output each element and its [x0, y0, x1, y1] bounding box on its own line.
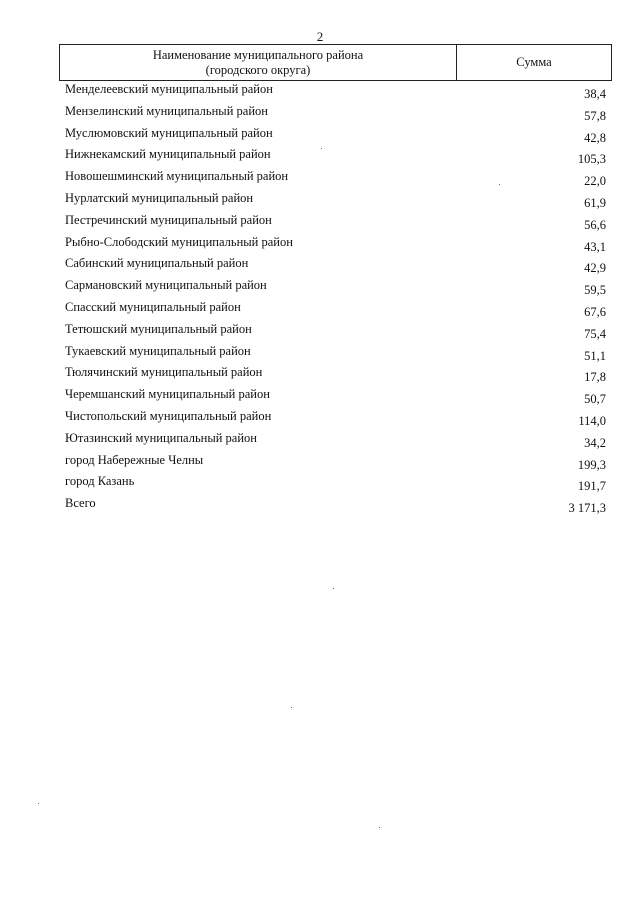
total-sum: 3 171,3	[568, 501, 606, 516]
page-number: 2	[316, 29, 324, 44]
column-header-name	[60, 45, 457, 80]
district-name: Нижнекамский муниципальный район	[65, 147, 271, 162]
column-header-name-line1: Наименование муниципального района	[152, 48, 364, 62]
district-sum: 34,2	[584, 435, 606, 450]
table-row	[65, 409, 606, 431]
column-header-sum: Сумма	[516, 55, 552, 69]
district-sum: 105,3	[577, 152, 606, 167]
district-sum: 22,0	[584, 174, 606, 189]
district-name: Спасский муниципальный район	[65, 299, 241, 314]
table-row	[65, 169, 606, 191]
table-row	[65, 191, 606, 213]
district-name: Мензелинский муниципальный район	[65, 103, 268, 118]
district-name: Рыбно-Слободский муниципальный район	[65, 234, 293, 249]
table-row	[65, 213, 606, 235]
city-name: город Набережные Челны	[65, 452, 204, 467]
table-row	[65, 431, 606, 453]
table-row	[65, 322, 606, 344]
city-name: город Казань	[65, 474, 135, 489]
district-name: Ютазинский муниципальный район	[65, 430, 257, 445]
district-sum: 114,0	[578, 413, 606, 428]
table-row	[65, 453, 606, 475]
scan-speck	[499, 184, 500, 185]
district-sum: 59,5	[584, 283, 606, 298]
district-name: Муслюмовский муниципальный район	[65, 125, 273, 140]
scan-speck	[321, 148, 322, 149]
city-sum: 199,3	[577, 457, 606, 472]
table-row	[65, 300, 606, 322]
district-sum: 57,8	[584, 108, 606, 123]
district-name: Тюлячинский муниципальный район	[65, 365, 263, 380]
total-label: Всего	[65, 496, 96, 511]
district-name: Нурлатский муниципальный район	[65, 190, 254, 205]
column-header-name-line2: (городского округа)	[205, 63, 311, 77]
district-name: Сабинский муниципальный район	[65, 256, 249, 271]
district-sum: 61,9	[584, 195, 606, 210]
table-row	[65, 474, 606, 496]
table-body	[65, 82, 606, 518]
table-row	[65, 147, 606, 169]
table-row	[65, 126, 606, 148]
district-sum: 67,6	[584, 304, 606, 319]
district-name: Чистопольский муниципальный район	[65, 408, 272, 423]
table-row	[65, 235, 606, 257]
table-row	[65, 365, 606, 387]
city-sum: 191,7	[577, 479, 606, 494]
district-name: Сармановский муниципальный район	[65, 278, 267, 293]
scan-speck	[38, 803, 39, 804]
district-name: Менделеевский муниципальный район	[65, 82, 273, 96]
table-header	[59, 44, 612, 81]
table-row	[65, 104, 606, 126]
district-name: Тетюшский муниципальный район	[65, 321, 252, 336]
district-sum: 50,7	[584, 392, 606, 407]
district-name: Пестречинский муниципальный район	[65, 212, 272, 227]
table-row	[65, 82, 606, 104]
district-sum: 38,4	[584, 87, 606, 101]
district-name: Черемшанский муниципальный район	[65, 387, 270, 402]
district-sum: 51,1	[584, 348, 606, 363]
district-name: Тукаевский муниципальный район	[65, 343, 251, 358]
table-row	[65, 278, 606, 300]
district-sum: 42,9	[584, 261, 606, 276]
district-sum: 75,4	[584, 326, 606, 341]
district-sum: 43,1	[584, 239, 606, 254]
scan-speck	[333, 588, 334, 589]
district-sum: 42,8	[584, 130, 606, 145]
scan-speck	[379, 827, 380, 828]
district-sum: 56,6	[584, 217, 606, 232]
district-sum: 17,8	[584, 370, 606, 385]
table-row	[65, 344, 606, 366]
table-row	[65, 256, 606, 278]
scan-speck	[291, 707, 292, 708]
total-row	[65, 496, 606, 518]
table-row	[65, 387, 606, 409]
district-name: Новошешминский муниципальный район	[65, 169, 289, 184]
